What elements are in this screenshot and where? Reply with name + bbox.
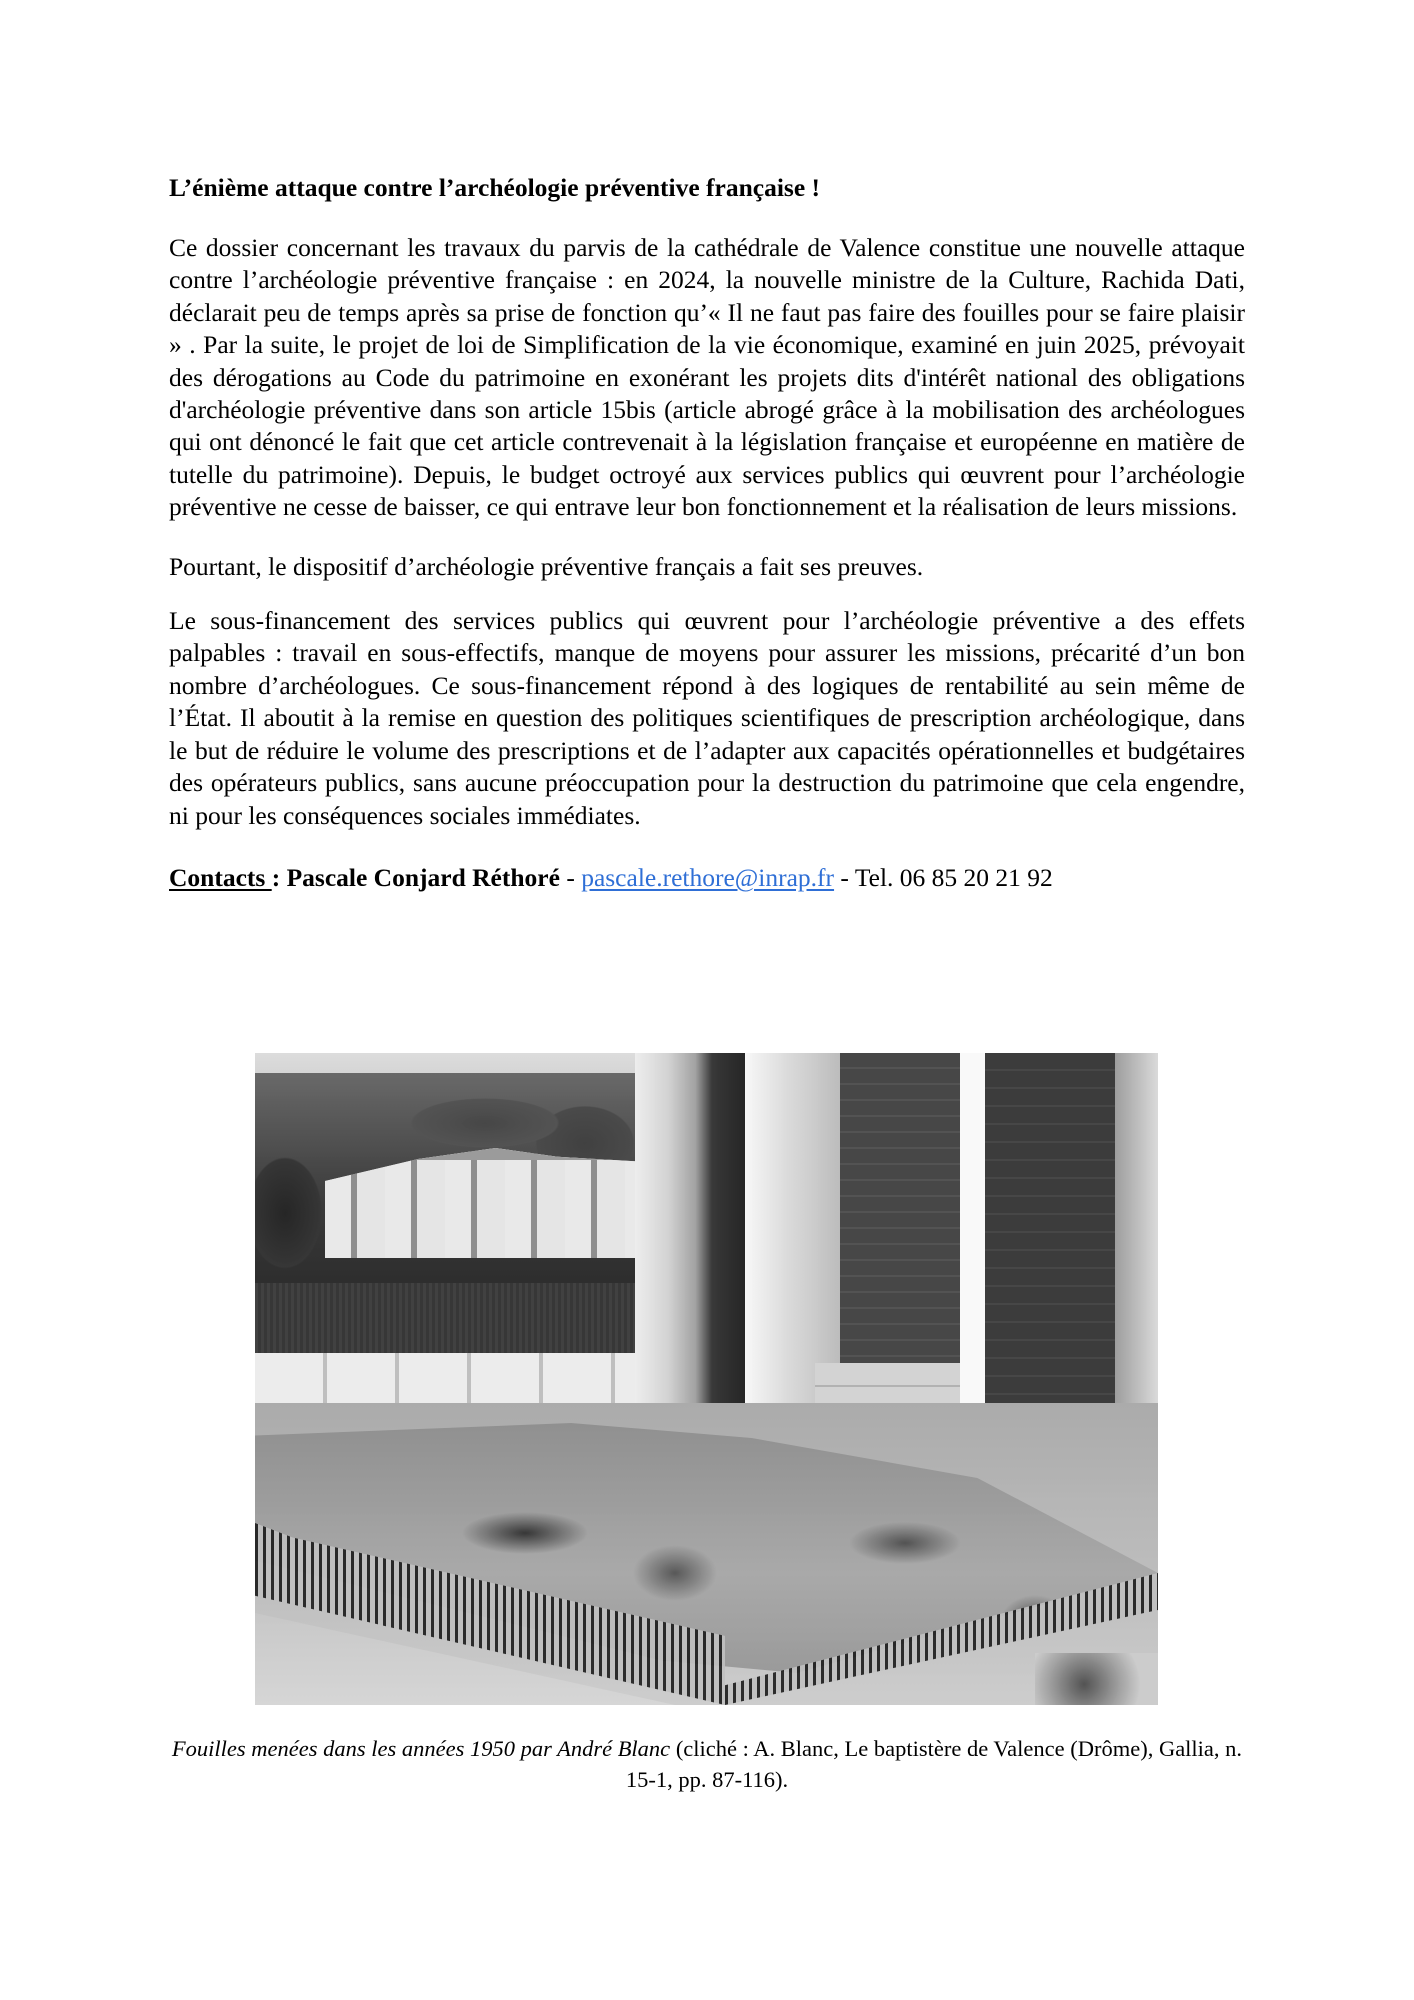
- caption-source: (cliché : A. Blanc, Le baptistère de Valence (Drôme), Gallia, n. 15-1, pp. 87-116).: [625, 1736, 1243, 1792]
- photo-rubble: [1035, 1653, 1158, 1705]
- caption-italic: Fouilles menées dans les années 1950 par André Blanc: [171, 1736, 671, 1761]
- contacts-label: Contacts: [169, 862, 272, 892]
- excavation-photo: [255, 1053, 1158, 1705]
- contacts-dash: -: [559, 862, 582, 892]
- contacts-dash: -: [834, 862, 855, 892]
- document-title: L’énième attaque contre l’archéologie préventive française !: [169, 173, 821, 202]
- photo-cathedral-wall-dark: [840, 1053, 960, 1383]
- text-column: [169, 172, 1245, 894]
- photo-cathedral-buttress: [635, 1053, 745, 1423]
- contact-email-link[interactable]: pascale.rethore@inrap.fr: [581, 862, 835, 892]
- paragraph-pourtant: Pourtant, le dispositif d’archéologie préventive français a fait ses preuves.: [169, 551, 924, 581]
- contacts-line: [169, 862, 1245, 894]
- contact-phone: Tel. 06 85 20 21 92: [854, 862, 1053, 892]
- contact-name: Pascale Conjard Réthoré: [286, 862, 560, 892]
- paragraph-intro: Ce dossier concernant les travaux du parvis de la cathédrale de Valence constitue une nouvelle attaque contre l’archéologie préventive française : en 2024, la nouvelle ministre de la Culture, Rachida Dati, déclarait peu de temps après sa prise de fonction qu’« Il ne faut pas faire des fouilles pour se faire plaisir » . Par la suite, le projet de loi de Simplification de la vie économique, examiné en juin 2025, prévoyait des dérogations au Code du patrimoine en exonérant les projets dits d'intérêt national des obligations d'archéologie préventive dans son article 15bis (article abrogé grâce à la mobilisation des archéologues qui ont dénoncé le fait que cet article contrevenait à la législation française et européenne en matière de tutelle du patrimoine). Depuis, le budget octroyé aux services publics qui œuvrent pour l’archéologie préventive ne cesse de baisser, ce qui entrave leur bon fonctionnement et la réalisation de leurs missions.: [169, 233, 1245, 522]
- figure-caption: [170, 1733, 1244, 1795]
- paragraph-sous-financement: Le sous-financement des services publics qui œuvrent pour l’archéologie préventive a des effets palpables : travail en sous-effectifs, manque de moyens pour assurer les missions, précarité d’un bon nombre d’archéologues. Ce sous-financement répond à des logiques de rentabilité au sein même de l’État. Il aboutit à la remise en question des politiques scientifiques de prescription archéologique, dans le but de réduire le volume des prescriptions et de l’adapter aux capacités opérationnelles et budgétaires des opérateurs publics, sans aucune préoccupation pour la destruction du patrimoine que cela engendre, ni pour les conséquences sociales immédiates.: [169, 606, 1245, 830]
- contacts-separator: :: [271, 862, 287, 892]
